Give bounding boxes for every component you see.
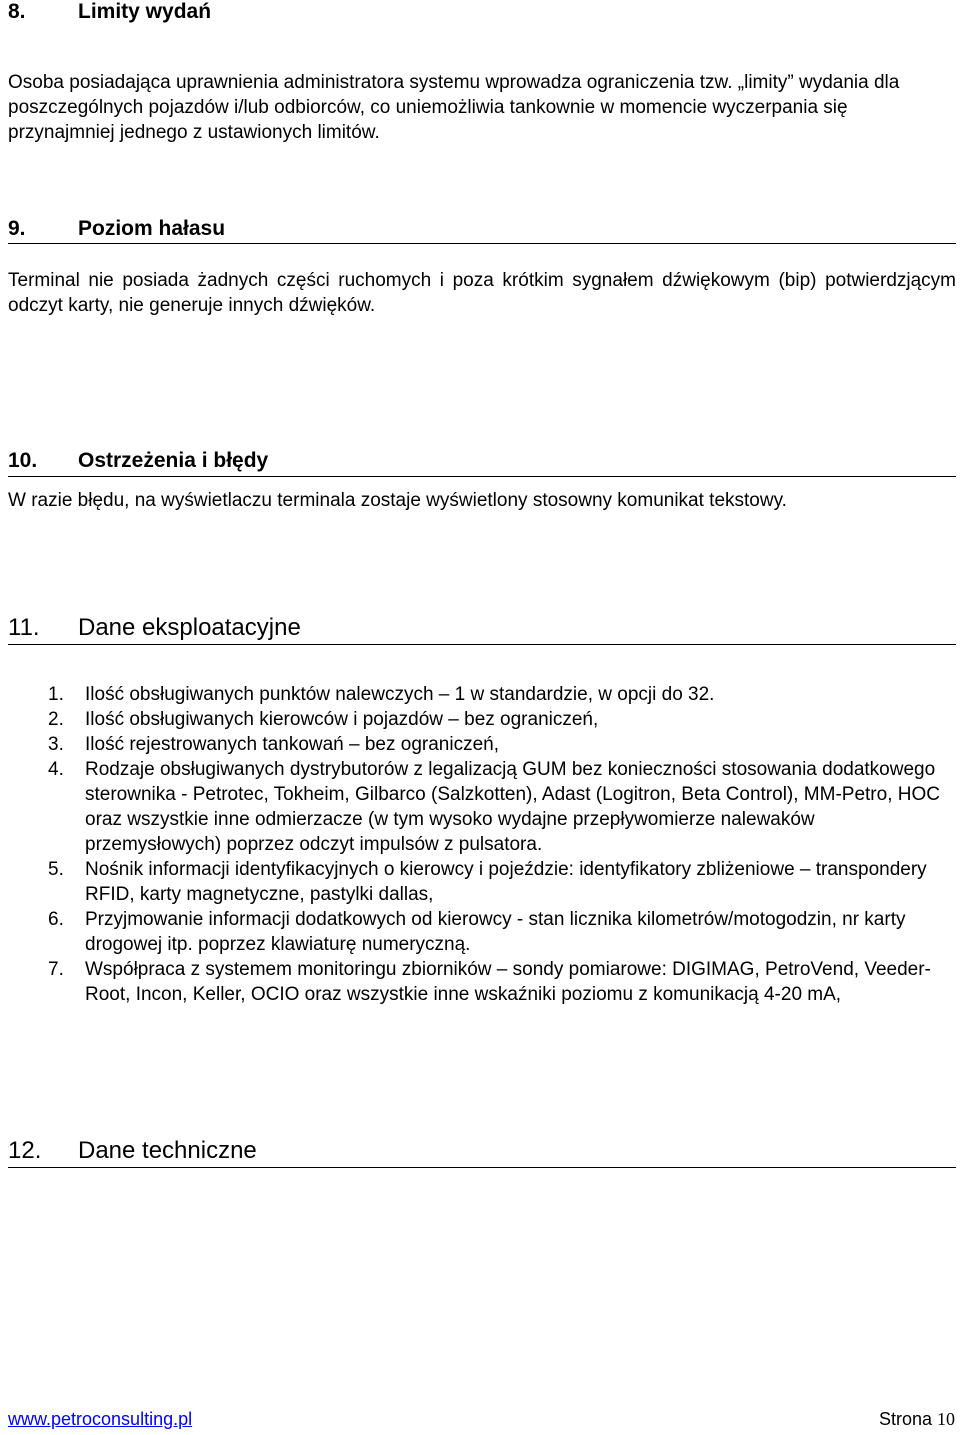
section-9-rule — [8, 243, 956, 244]
section-8-title: Limity wydań — [78, 0, 212, 23]
list-item — [0, 732, 960, 757]
list-item-number: 2. — [48, 709, 64, 730]
footer-website-link[interactable]: www.petroconsulting.pl — [8, 1409, 193, 1429]
list-item-text: Ilość obsługiwanych kierowców i pojazdów – bez ograniczeń, — [85, 709, 599, 730]
list-item-text: Współpraca z systemem monitoringu zbiorników – sondy pomiarowe: DIGIMAG, PetroVend, Veeder-Root, Incon, Keller, OCIO oraz wszystkie inne wskaźniki poziomu z komunikacją 4-20 mA, — [85, 959, 931, 1005]
list-item-number: 4. — [48, 759, 64, 780]
operational-data-list — [0, 682, 960, 1007]
list-item — [0, 957, 960, 1007]
section-12-rule — [8, 1167, 956, 1168]
section-10-number: 10. — [8, 449, 38, 472]
list-item-text: Ilość rejestrowanych tankowań – bez ograniczeń, — [85, 734, 500, 755]
section-9-number: 9. — [8, 217, 26, 240]
section-11-rule — [8, 644, 956, 645]
section-10-text: W razie błędu, na wyświetlaczu terminala zostaje wyświetlony stosowny komunikat tekstowy. — [8, 490, 787, 511]
list-item-number: 1. — [48, 684, 64, 705]
list-item-number: 7. — [48, 959, 64, 980]
section-10-rule — [8, 476, 956, 477]
section-10-title: Ostrzeżenia i błędy — [78, 449, 269, 472]
list-item-number: 6. — [48, 909, 64, 930]
section-9-text: Terminal nie posiada żadnych części ruchomych i poza krótkim sygnałem dźwiękowym (bip) potwierdzjącym odczyt karty, nie generuje innych dźwięków. — [8, 270, 956, 316]
list-item-number: 3. — [48, 734, 64, 755]
list-item-text: Rodzaje obsługiwanych dystrybutorów z legalizacją GUM bez konieczności stosowania dodatkowego sterownika - Petrotec, Tokheim, Gilbarco (Salzkotten), Adast (Logitron, Beta Control), MM-Petro, HOC oraz wszystkie inne odmierzacze (w tym wysoko wydajne przepływomierze nalewaków przemysłowych) poprzez odczyt impulsów z pulsatora. — [85, 759, 940, 855]
section-8-number: 8. — [8, 0, 26, 23]
section-11-title: Dane eksploatacyjne — [78, 614, 301, 641]
list-item — [0, 907, 960, 957]
list-item-number: 5. — [48, 859, 64, 880]
page-label: Strona — [878, 1409, 932, 1429]
list-item — [0, 757, 960, 857]
list-item — [0, 682, 960, 707]
page-indicator — [879, 1409, 955, 1430]
list-item-text: Nośnik informacji identyfikacyjnych o kierowcy i pojeździe: identyfikatory zbliżeniowe – transpondery RFID, karty magnetyczne, pastylki dallas, — [85, 859, 927, 905]
section-9-title: Poziom hałasu — [78, 217, 226, 240]
section-12-number: 12. — [8, 1137, 42, 1164]
list-item-text: Ilość obsługiwanych punktów nalewczych – 1 w standardzie, w opcji do 32. — [85, 684, 715, 705]
list-item — [0, 707, 960, 732]
page-number: 10 — [937, 1409, 955, 1429]
section-12-title: Dane techniczne — [78, 1137, 257, 1164]
section-11-number: 11. — [8, 614, 40, 641]
section-8-text: Osoba posiadająca uprawnienia administratora systemu wprowadza ograniczenia tzw. „limity” wydania dla poszczególnych pojazdów i/lub odbiorców, co uniemożliwia tankownie w momencie wyczerpania się przynajmniej jednego z ustawionych limitów. — [8, 72, 900, 143]
list-item — [0, 857, 960, 907]
list-item-text: Przyjmowanie informacji dodatkowych od kierowcy - stan licznika kilometrów/motogodzin, nr karty drogowej itp. poprzez klawiaturę numeryczną. — [85, 909, 906, 955]
